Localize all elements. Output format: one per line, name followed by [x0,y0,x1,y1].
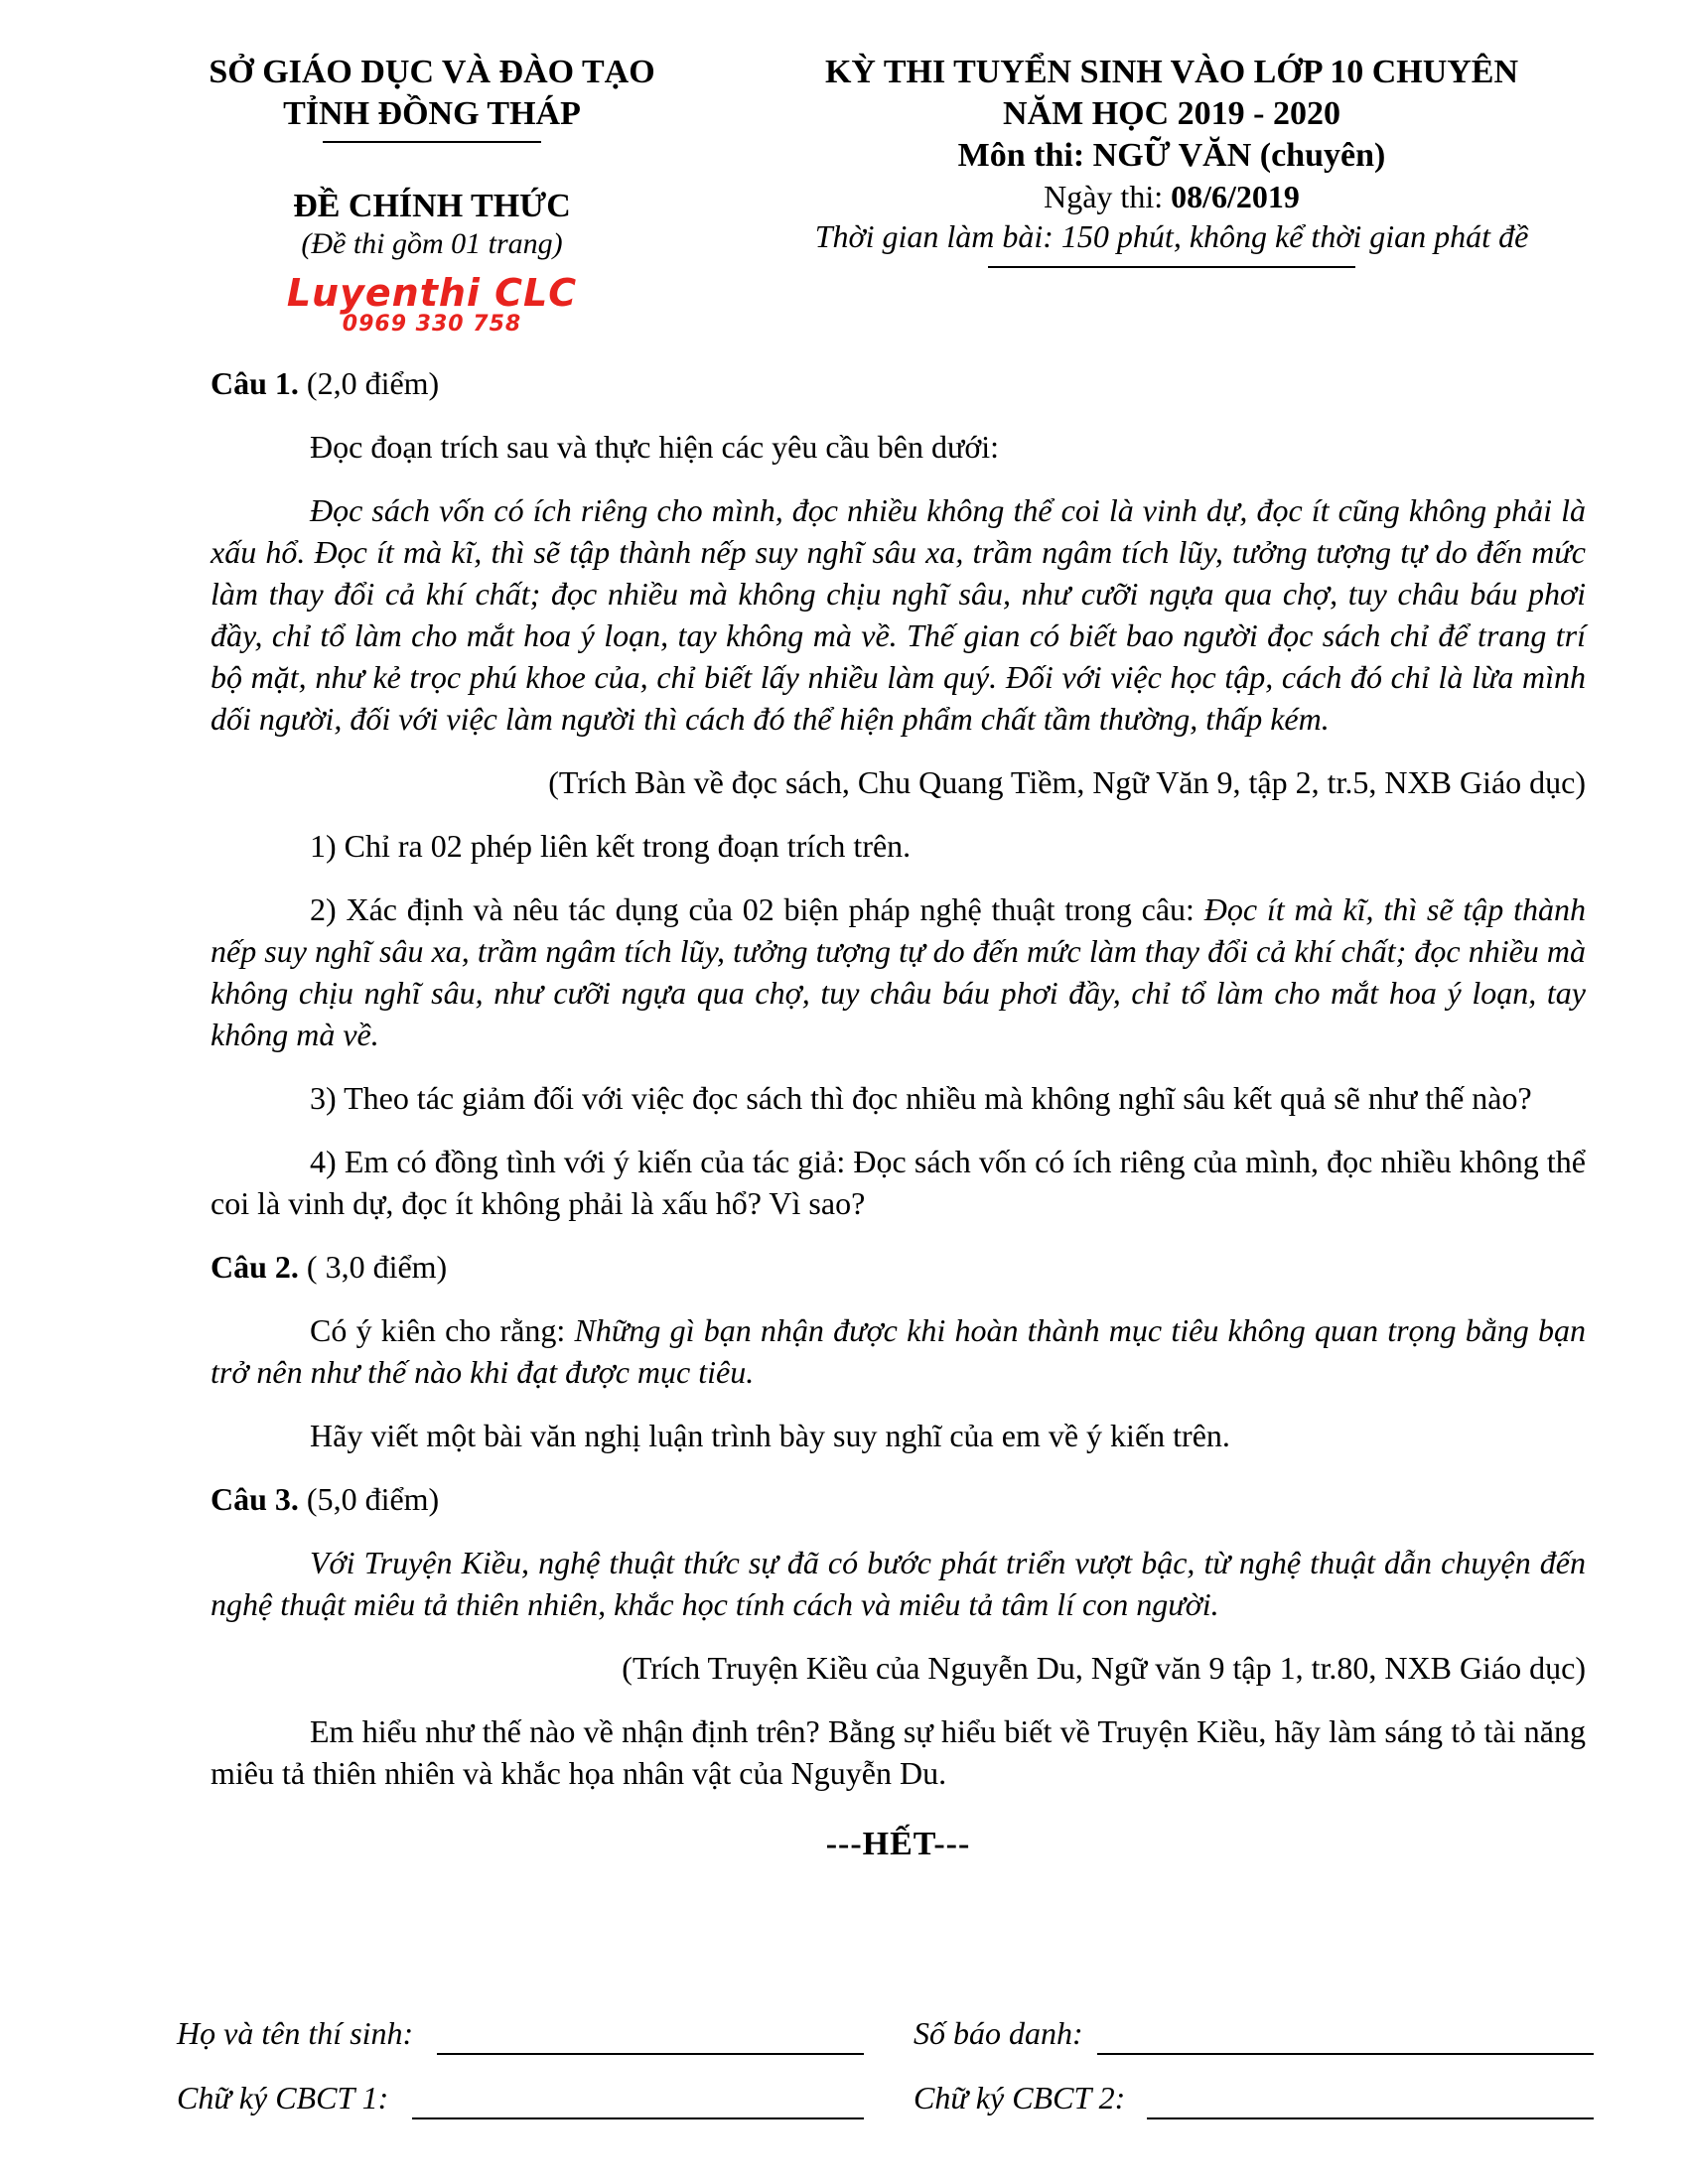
question-1-instruction: Đọc đoạn trích sau và thực hiện các yêu cầu bên dưới: [310,429,1000,465]
school-year: NĂM HỌC 2019 - 2020 [1003,95,1340,132]
watermark-brand: Luyenthi CLC [286,271,578,315]
exam-duration: Thời gian làm bài: 150 phút, không kể thời gian phát đề [814,218,1529,254]
question-2-lead: Có ý kiên cho rằng: [310,1312,575,1348]
exam-info-block [755,52,1589,268]
exam-date [755,177,1589,216]
question-3-title: Câu 3. [211,1481,299,1517]
exam-subject: Môn thi: NGỮ VĂN (chuyên) [957,137,1386,174]
question-2-title: Câu 2. [211,1249,299,1285]
question-2-prompt [211,1309,1586,1393]
question-2-heading [211,1246,1586,1288]
signature-1-label: Chữ ký CBCT 1: [177,2080,389,2116]
question-1-passage: Đọc sách vốn có ích riêng cho mình, đọc nhiều không thể coi là vinh dự, đọc ít cũng không phải là xấu hổ. Đọc ít mà kĩ, thì sẽ tập thành nếp suy nghĩ sâu xa, trầm ngâm tích lũy, tưởng tượng tự do đến mức làm thay đổi cả khí chất; đọc nhiều mà không chịu nghĩ sâu, như cưỡi ngựa qua chợ, tuy châu báu phơi đầy, chỉ tổ làm cho mắt hoa ý loạn, tay không mà về. Thế gian có biết bao người đọc sách chỉ để trang trí bộ mặt, như kẻ trọc phú khoe của, chỉ biết lấy nhiều làm quý. Đối với việc học tập, cách đó chỉ là lừa mình dối người, đối với việc làm người thì cách đó thể hiện phẩm chất tầm thường, thấp kém. [211,492,1586,737]
page-count-note: (Đề thi gồm 01 trang) [301,227,563,260]
question-1-item-1: 1) Chỉ ra 02 phép liên kết trong đoạn trích trên. [310,828,912,864]
candidate-name-label: Họ và tên thí sinh: [177,2015,414,2051]
question-2-quote: Những gì bạn nhận được khi hoàn thành mục tiêu không quan trọng bằng bạn trở nên như thế nào khi đạt được mục tiêu. [211,1312,1587,1390]
question-3-source: (Trích Truyện Kiều của Nguyễn Du, Ngữ văn 9 tập 1, tr.80, NXB Giáo dục) [622,1650,1586,1686]
candidate-name-line[interactable] [437,2053,864,2055]
signature-1-line[interactable] [412,2117,864,2119]
end-mark: ---HẾT--- [825,1826,971,1862]
question-1-item-2-lead: 2) Xác định và nêu tác dụng của 02 biện pháp nghệ thuật trong câu: [310,891,1204,927]
question-2-task: Hãy viết một bài văn nghị luận trình bày suy nghĩ của em về ý kiến trên. [310,1418,1230,1453]
signature-2-label: Chữ ký CBCT 2: [914,2080,1126,2116]
watermark-phone: 0969 330 758 [342,312,522,337]
question-1-item-2 [211,888,1586,1055]
exam-body [211,362,1586,1865]
exam-title: KỲ THI TUYỂN SINH VÀO LỚP 10 CHUYÊN [824,54,1519,90]
exam-date-label: Ngày thi: [1044,179,1172,214]
official-label: ĐỀ CHÍNH THỨC [293,188,571,224]
question-3-points: (5,0 điểm) [298,1481,440,1517]
header-right-divider [988,266,1355,268]
question-1-points: (2,0 điểm) [298,365,440,401]
exam-date-value: 08/6/2019 [1171,179,1300,214]
question-1-item-4: 4) Em có đồng tình với ý kiến của tác giả: Đọc sách vốn có ích riêng của mình, đọc nhiều không thể coi là vinh dự, đọc ít không phải là xấu hổ? Vì sao? [211,1144,1586,1221]
watermark-logo [273,273,591,337]
signature-2-line[interactable] [1147,2117,1594,2119]
question-3-quote: Với Truyện Kiều, nghệ thuật thức sự đã có bước phát triển vượt bậc, từ nghệ thuật dẫn chuyện đến nghệ thuật miêu tả thiên nhiên, khắc học tính cách và miêu tả tâm lí con người. [211,1545,1586,1622]
candidate-number-label: Số báo danh: [914,2015,1083,2051]
question-3-task: Em hiểu như thế nào về nhận định trên? Bằng sự hiểu biết về Truyện Kiều, hãy làm sáng tỏ tài năng miêu tả thiên nhiên và khắc họa nhân vật của Nguyễn Du. [211,1713,1586,1791]
question-1-source: (Trích Bàn về đọc sách, Chu Quang Tiềm, Ngữ Văn 9, tập 2, tr.5, NXB Giáo dục) [548,764,1586,800]
question-1-heading [211,362,1586,404]
candidate-number-line[interactable] [1097,2053,1594,2055]
question-1-title: Câu 1. [211,365,299,401]
question-2-points: ( 3,0 điểm) [298,1249,448,1285]
header-divider [323,141,541,143]
issuer-block [169,52,695,262]
department-name: SỞ GIÁO DỤC VÀ ĐÀO TẠO [209,54,655,90]
question-1-item-2-quote: Đọc ít mà kĩ, thì sẽ tập thành nếp suy nghĩ sâu xa, trầm ngâm tích lũy, tưởng tượng tự do đến mức làm thay đổi cả khí chất; đọc nhiều mà không chịu nghĩ sâu, như cưỡi ngựa qua chợ, tuy châu báu phơi đầy, chỉ tổ làm cho mắt hoa ý loạn, tay không mà về. [211,891,1587,1052]
question-3-heading [211,1478,1586,1520]
question-1-item-3: 3) Theo tác giảm đối với việc đọc sách thì đọc nhiều mà không nghĩ sâu kết quả sẽ như thế nào? [310,1080,1532,1116]
province-name: TỈNH ĐỒNG THÁP [283,95,581,132]
